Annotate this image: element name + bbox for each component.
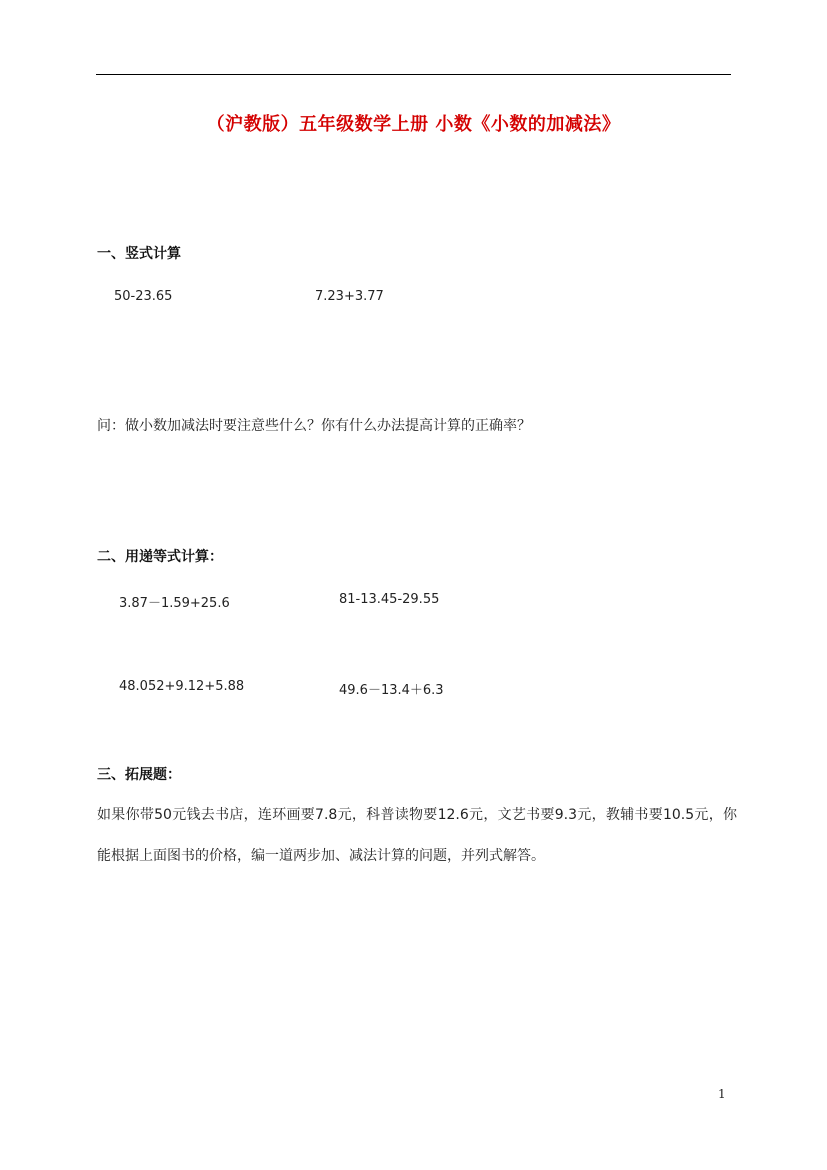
expression-2-1: 3.87－1.59+25.6 (119, 596, 230, 611)
section-1-heading: 一、竖式计算 (97, 246, 181, 262)
expression-2-3: 48.052+9.12+5.88 (119, 679, 245, 694)
section-3-heading: 三、拓展题： (97, 767, 181, 783)
expression-2-2: 81-13.45-29.55 (339, 592, 440, 607)
section-2-heading: 二、用递等式计算： (97, 549, 223, 565)
expression-1-1: 50-23.65 (114, 289, 173, 304)
document-title: （沪教版）五年级数学上册 小数《小数的加减法》 (206, 114, 621, 135)
expression-1-2: 7.23+3.77 (315, 289, 384, 304)
expression-2-4: 49.6－13.4＋6.3 (339, 683, 444, 698)
page-number: 1 (718, 1087, 726, 1101)
question-text: 问：做小数加减法时要注意些什么？你有什么办法提高计算的正确率？ (97, 418, 531, 434)
header-rule (96, 74, 731, 75)
section-3-paragraph: 如果你带50元钱去书店，连环画要7.8元，科普读物要12.6元，文艺书要9.3元，教辅书要10.5元，你能根据上面图书的价格，编一道两步加、减法计算的问题，并列式解答。 (97, 807, 737, 864)
